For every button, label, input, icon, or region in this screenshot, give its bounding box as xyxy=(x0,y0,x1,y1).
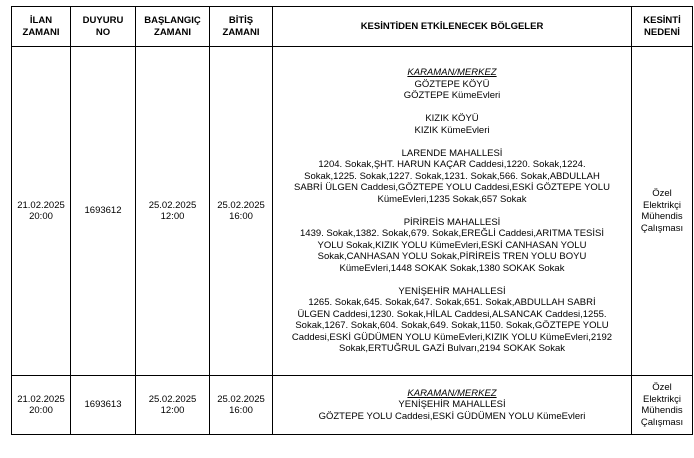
header-text: ZAMANI xyxy=(22,26,60,38)
header-kesinti-nedeni xyxy=(632,7,693,47)
duyuru-no-text: 1693613 xyxy=(84,399,122,411)
location-line: 1204. Sokak,ŞHT. HARUN KAÇAR Caddesi,1220. Sokak,1224. xyxy=(318,159,586,171)
table-header xyxy=(12,7,693,47)
duyuru-no-cell xyxy=(71,376,136,435)
location-line: PİRİREİS MAHALLESİ xyxy=(403,216,501,228)
reason-line: Elektrikçi xyxy=(642,199,681,211)
location-line: 1265. Sokak,645. Sokak,647. Sokak,651. Sokak,ABDULLAH SABRİ xyxy=(308,297,596,309)
bitis-zamani-cell xyxy=(210,47,273,376)
location-line: KümeEvleri,1235 Sokak,657 Sokak xyxy=(377,193,527,205)
location-line: ÜLGEN Caddesi,1230. Sokak,HİLAL Caddesi,ALSANCAK Caddesi,1255. xyxy=(297,308,607,320)
location-block xyxy=(273,148,631,206)
location-block xyxy=(273,399,631,422)
header-text: KESİNTİDEN ETKİLENECEK BÖLGELER xyxy=(360,20,544,32)
header-text: NO xyxy=(95,26,111,38)
ilan-zamani-cell xyxy=(12,47,71,376)
header-text: KESİNTİ xyxy=(643,15,681,26)
header-ilan-zamani xyxy=(12,7,71,47)
header-bitis-zamani xyxy=(210,7,273,47)
header-text: DUYURU xyxy=(82,15,124,26)
bitis-zamani-cell xyxy=(210,376,273,435)
location-line: GÖZTEPE YOLU Caddesi,ESKİ GÜDÜMEN YOLU KümeEvleri xyxy=(318,410,586,422)
date-text: 25.02.2025 xyxy=(217,199,265,211)
table-row xyxy=(12,47,693,376)
reason-line: Çalışması xyxy=(640,416,684,428)
outage-table xyxy=(11,6,693,435)
reason-line: Elektrikçi xyxy=(642,393,681,405)
header-text: BAŞLANGIÇ xyxy=(144,15,201,26)
duyuru-no-text: 1693612 xyxy=(84,205,122,217)
ilan-zamani-cell xyxy=(12,376,71,435)
header-etkilenen-bolgeler xyxy=(273,7,632,47)
duyuru-no-cell xyxy=(71,47,136,376)
header-text: ZAMANI xyxy=(222,26,260,38)
header-duyuru-no xyxy=(71,7,136,47)
location-block xyxy=(273,286,631,355)
reason-line: Çalışması xyxy=(640,222,684,234)
date-text: 21.02.2025 xyxy=(17,199,65,211)
header-row xyxy=(12,7,693,47)
location-block xyxy=(273,79,631,102)
reason-line: Özel xyxy=(652,188,672,199)
header-text: BİTİŞ xyxy=(228,15,254,26)
time-text: 16:00 xyxy=(229,405,253,416)
reason-line: Mühendis xyxy=(641,211,683,222)
kesinti-nedeni-cell xyxy=(632,47,693,376)
time-text: 12:00 xyxy=(160,211,185,222)
reason-line: Mühendis xyxy=(641,405,683,416)
bolgeler-cell xyxy=(273,47,632,376)
location-line: Sokak,ERTUĞRUL GAZİ Bulvarı,2194 SOKAK Sokak xyxy=(339,343,565,355)
table-row xyxy=(12,376,693,435)
date-text: 25.02.2025 xyxy=(148,199,197,211)
table-body xyxy=(12,47,693,435)
date-text: 25.02.2025 xyxy=(217,393,265,405)
location-line: Sokak,1267. Sokak,604. Sokak,649. Sokak,1150. Sokak,GÖZTEPE YOLU xyxy=(295,320,609,332)
baslangic-zamani-cell xyxy=(136,376,210,435)
bolgeler-cell xyxy=(273,376,632,435)
location-line: Sokak,1225. Sokak,1227. Sokak,1231. Sokak,566. Sokak,ABDULLAH xyxy=(304,170,600,182)
date-text: 25.02.2025 xyxy=(148,393,197,405)
header-text: ZAMANI xyxy=(154,26,191,38)
location-line: GÖZTEPE KÖYÜ xyxy=(414,78,490,90)
time-text: 12:00 xyxy=(160,405,185,416)
location-line: SABRİ ÜLGEN Caddesi,GÖZTEPE YOLU Caddesi,ESKİ GÖZTEPE YOLU xyxy=(294,182,610,194)
reason-line: Özel xyxy=(652,382,672,393)
location-block xyxy=(273,217,631,275)
header-baslangic-zamani xyxy=(136,7,210,47)
location-block xyxy=(273,113,631,136)
time-text: 20:00 xyxy=(29,211,53,222)
location-line: YENİŞEHİR MAHALLESİ xyxy=(398,285,506,297)
location-line: KümeEvleri,1448 SOKAK Sokak,1380 SOKAK Sokak xyxy=(339,262,565,274)
time-text: 20:00 xyxy=(29,405,53,416)
header-text: NEDENİ xyxy=(644,26,680,38)
header-text: İLAN xyxy=(29,15,53,26)
region-heading: KARAMAN/MERKEZ xyxy=(407,67,497,79)
location-line: YOLU Sokak,KIZIK YOLU KümeEvleri,ESKİ CANHASAN YOLU xyxy=(317,239,587,251)
region-heading: KARAMAN/MERKEZ xyxy=(407,387,497,399)
location-line: LARENDE MAHALLESİ xyxy=(401,147,503,159)
kesinti-nedeni-cell xyxy=(632,376,693,435)
location-line: KIZIK KÖYÜ xyxy=(425,113,479,125)
time-text: 16:00 xyxy=(229,211,253,222)
date-text: 21.02.2025 xyxy=(17,393,65,405)
baslangic-zamani-cell xyxy=(136,47,210,376)
location-line: GÖZTEPE KümeEvleri xyxy=(403,90,501,102)
location-line: YENİŞEHİR MAHALLESİ xyxy=(398,399,506,411)
location-line: Sokak,CANHASAN YOLU Sokak,PİRİREİS TREN YOLU BOYU xyxy=(317,251,587,263)
location-line: KIZIK KümeEvleri xyxy=(414,124,490,136)
location-line: Caddesi,ESKİ GÜDÜMEN YOLU KümeEvleri,KIZIK YOLU KümeEvleri,2192 xyxy=(291,331,613,343)
location-line: 1439. Sokak,1382. Sokak,679. Sokak,EREĞLİ Caddesi,ARITMA TESİSİ xyxy=(300,228,604,240)
